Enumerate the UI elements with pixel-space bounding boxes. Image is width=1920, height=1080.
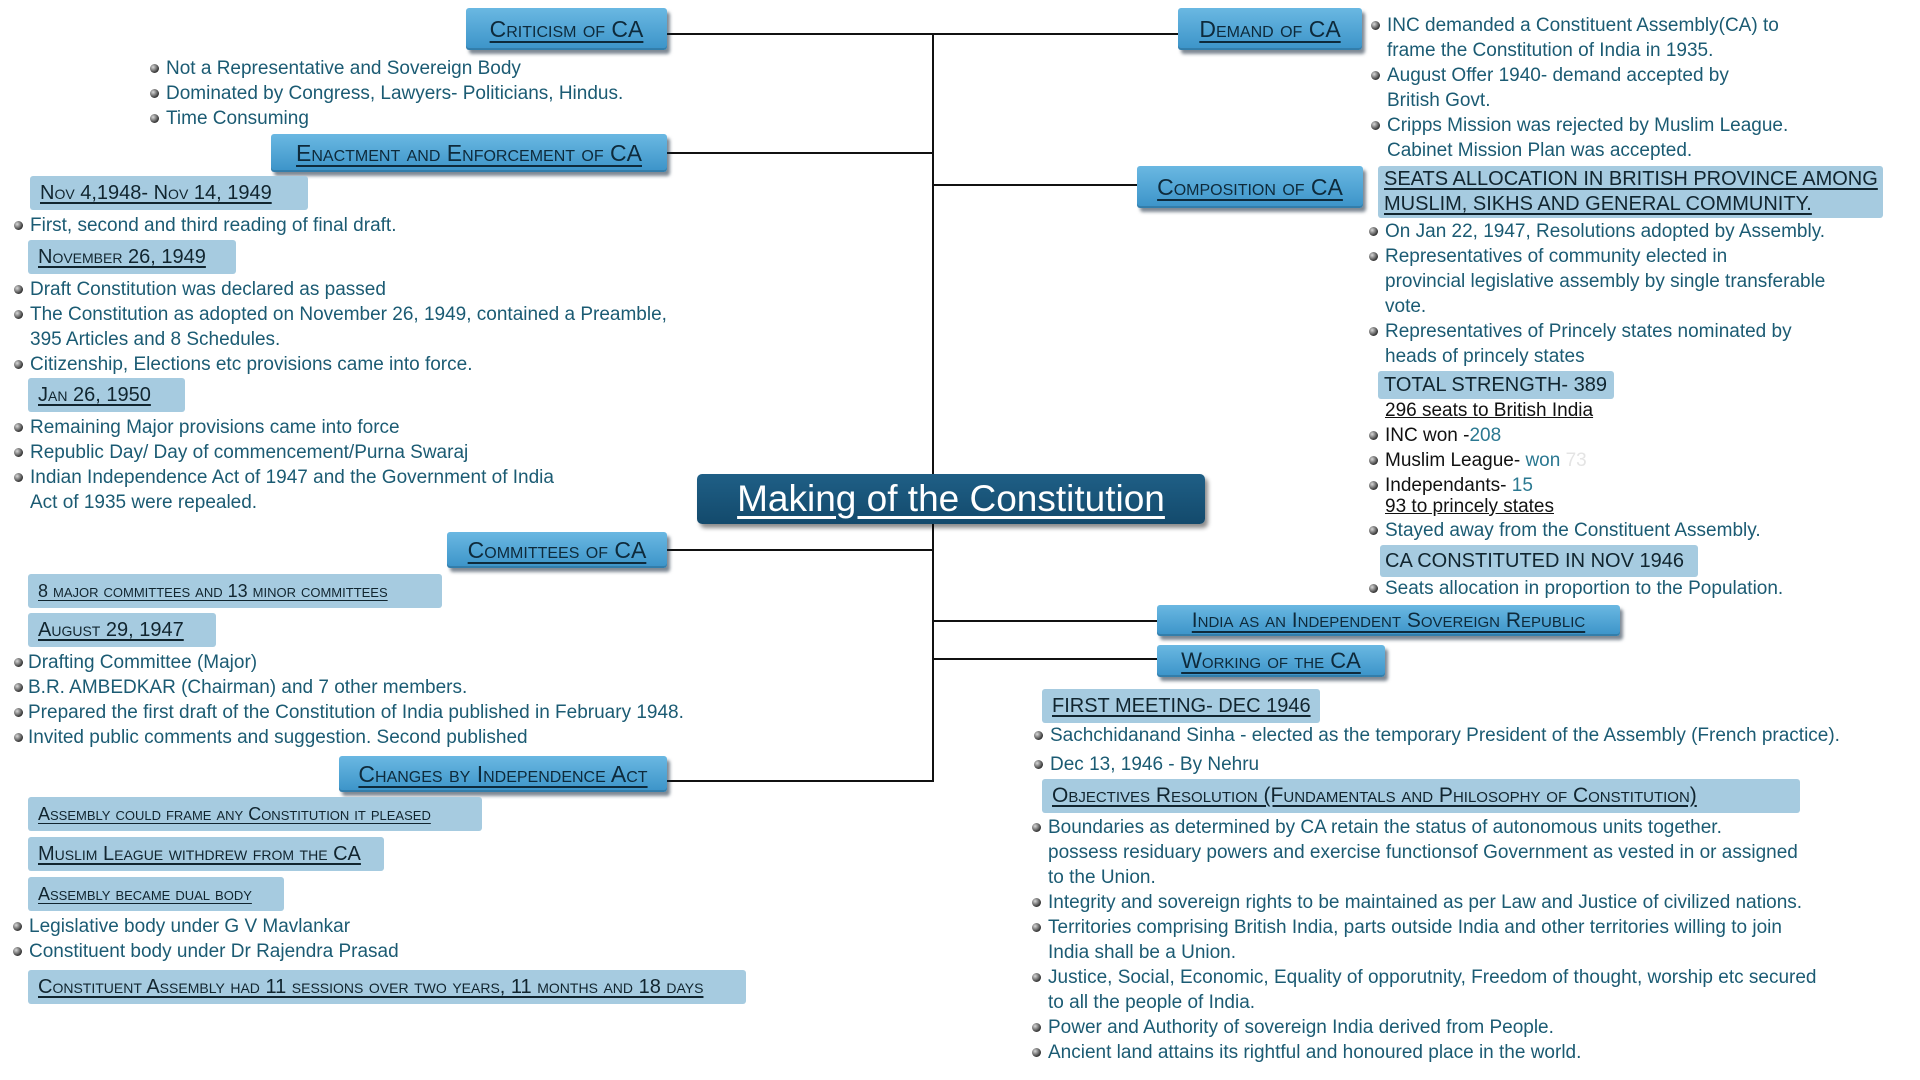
- connector-india-republic: [932, 620, 1157, 622]
- branch-criticism[interactable]: Criticism of CA: [466, 8, 667, 50]
- criticism-bullet: Time Consuming: [166, 106, 309, 131]
- bullet-icon: [1034, 731, 1043, 740]
- connector-changes: [667, 780, 934, 782]
- bullet-icon: [14, 448, 23, 457]
- british-india-seats: 296 seats to British India: [1385, 400, 1594, 421]
- ca-constituted-badge: CA CONSTITUTED IN NOV 1946: [1380, 545, 1698, 577]
- enactment-bullet: The Constitution as adopted on November 26, 1949, contained a Preamble,: [30, 302, 667, 327]
- bullet-icon: [14, 733, 23, 742]
- objectives-resolution-heading: Objectives Resolution (Fundamentals and Philosophy of Constitution): [1042, 779, 1800, 813]
- demand-bullet: Cripps Mission was rejected by Muslim League.: [1387, 113, 1788, 138]
- objective-bullet: Justice, Social, Economic, Equality of opporutnity, Freedom of thought, worship etc secured: [1048, 965, 1816, 990]
- changes-bullet: Constituent body under Dr Rajendra Prasad: [29, 939, 399, 964]
- demand-bullet-cont: Cabinet Mission Plan was accepted.: [1387, 140, 1693, 161]
- connector-working: [932, 658, 1157, 660]
- bullet-icon: [14, 473, 23, 482]
- branch-changes[interactable]: Changes by Independence Act: [339, 756, 667, 792]
- enactment-bullet: First, second and third reading of final draft.: [30, 213, 396, 238]
- objective-bullet: Territories comprising British India, parts outside India and other territories willing to join: [1048, 915, 1782, 940]
- composition-bullet: On Jan 22, 1947, Resolutions adopted by Assembly.: [1385, 219, 1825, 244]
- bullet-icon: [14, 310, 23, 319]
- composition-heading-line: MUSLIM, SIKHS AND GENERAL COMMUNITY.: [1384, 193, 1812, 215]
- bullet-icon: [1369, 431, 1378, 440]
- branch-composition[interactable]: Composition of CA: [1137, 166, 1363, 208]
- enactment-bullet-cont: 395 Articles and 8 Schedules.: [30, 329, 281, 350]
- bullet-icon: [14, 708, 23, 717]
- enactment-bullet: Republic Day/ Day of commencement/Purna Swaraj: [30, 440, 468, 465]
- composition-bullet: Representatives of Princely states nominated by: [1385, 319, 1792, 344]
- bullet-icon: [13, 922, 22, 931]
- changes-bullet: Legislative body under G V Mavlankar: [29, 914, 350, 939]
- total-strength-badge: TOTAL STRENGTH- 389: [1378, 371, 1614, 399]
- criticism-bullet: Not a Representative and Sovereign Body: [166, 56, 521, 81]
- objective-bullet: Boundaries as determined by CA retain the status of autonomous units together.: [1048, 815, 1722, 840]
- bullet-icon: [1032, 898, 1041, 907]
- demand-bullet: INC demanded a Constituent Assembly(CA) to: [1387, 13, 1779, 38]
- branch-demand[interactable]: Demand of CA: [1178, 8, 1362, 50]
- composition-bullet: Representatives of community elected in: [1385, 244, 1727, 269]
- composition-seats-heading: [1378, 166, 1883, 218]
- inc-won: INC won -208: [1385, 423, 1501, 448]
- connector-criticism: [667, 33, 934, 35]
- princely-states-seats: 93 to princely states: [1385, 496, 1554, 517]
- demand-bullet: August Offer 1940- demand accepted by: [1387, 63, 1729, 88]
- working-bullet: Sachchidanand Sinha - elected as the temporary President of the Assembly (French practice).: [1050, 723, 1840, 748]
- independants-won: Independants- 15: [1385, 473, 1533, 498]
- bullet-icon: [1369, 526, 1378, 535]
- bullet-icon: [1369, 481, 1378, 490]
- bullet-icon: [1034, 760, 1043, 769]
- composition-bullet-cont: vote.: [1385, 296, 1427, 317]
- enactment-date-heading: November 26, 1949: [28, 240, 236, 274]
- enactment-bullet: Remaining Major provisions came into force: [30, 415, 400, 440]
- objective-bullet: Integrity and sovereign rights to be maintained as per Law and Justice of civilized nations.: [1048, 890, 1802, 915]
- connector-demand: [932, 33, 1178, 35]
- bullet-icon: [14, 360, 23, 369]
- enactment-bullet: Draft Constitution was declared as passed: [30, 277, 386, 302]
- bullet-icon: [150, 89, 159, 98]
- composition-bullet: Seats allocation in proportion to the Population.: [1385, 576, 1783, 601]
- bullet-icon: [1032, 1023, 1041, 1032]
- first-meeting-heading: FIRST MEETING- DEC 1946: [1042, 689, 1320, 723]
- branch-working[interactable]: Working of the CA: [1157, 645, 1385, 677]
- committees-bullet: Drafting Committee (Major): [28, 650, 257, 675]
- demand-bullet-cont: British Govt.: [1387, 90, 1491, 111]
- bullet-icon: [14, 221, 23, 230]
- objective-bullet-cont: possess residuary powers and exercise functionsof Government as vested in or assigned: [1048, 842, 1798, 863]
- committees-bullet: Invited public comments and suggestion. Second published: [28, 725, 528, 750]
- bullet-icon: [14, 423, 23, 432]
- changes-heading: Muslim League withdrew from the CA: [28, 837, 384, 871]
- bullet-icon: [1032, 923, 1041, 932]
- connector-enactment: [667, 152, 934, 154]
- bullet-icon: [1371, 21, 1380, 30]
- bullet-icon: [1032, 973, 1041, 982]
- objective-bullet-cont: to all the people of India.: [1048, 992, 1256, 1013]
- committees-date-heading: August 29, 1947: [28, 613, 216, 647]
- changes-heading: Assembly became dual body: [28, 877, 284, 911]
- bullet-icon: [14, 658, 23, 667]
- composition-heading-line: SEATS ALLOCATION IN BRITISH PROVINCE AMONG: [1384, 168, 1878, 190]
- connector-committees: [667, 549, 934, 551]
- enactment-date-heading: Jan 26, 1950: [28, 378, 185, 412]
- working-bullet: Dec 13, 1946 - By Nehru: [1050, 752, 1259, 777]
- committees-heading: 8 major committees and 13 minor committees: [28, 574, 442, 608]
- objective-bullet-cont: to the Union.: [1048, 867, 1156, 888]
- bullet-icon: [1369, 227, 1378, 236]
- connector-composition: [932, 184, 1137, 186]
- enactment-bullet: Citizenship, Elections etc provisions came into force.: [30, 352, 472, 377]
- bullet-icon: [150, 64, 159, 73]
- bullet-icon: [1369, 456, 1378, 465]
- branch-india-republic[interactable]: India as an Independent Sovereign Republic: [1157, 605, 1620, 636]
- central-topic[interactable]: Making of the Constitution: [697, 474, 1205, 524]
- bullet-icon: [1032, 1048, 1041, 1057]
- bullet-icon: [1032, 823, 1041, 832]
- objective-bullet: Power and Authority of sovereign India derived from People.: [1048, 1015, 1554, 1040]
- committees-bullet: Prepared the first draft of the Constitution of India published in February 1948.: [28, 700, 684, 725]
- bullet-icon: [1371, 71, 1380, 80]
- objective-bullet-cont: India shall be a Union.: [1048, 942, 1237, 963]
- criticism-bullet: Dominated by Congress, Lawyers- Politicians, Hindus.: [166, 81, 623, 106]
- committees-bullet: B.R. AMBEDKAR (Chairman) and 7 other members.: [28, 675, 467, 700]
- changes-heading: Constituent Assembly had 11 sessions over two years, 11 months and 18 days: [28, 970, 746, 1004]
- changes-heading: Assembly could frame any Constitution it pleased: [28, 797, 482, 831]
- bullet-icon: [1369, 252, 1378, 261]
- trunk-line: [932, 33, 934, 782]
- bullet-icon: [14, 683, 23, 692]
- enactment-date-heading: Nov 4,1948- Nov 14, 1949: [30, 176, 308, 210]
- enactment-bullet-cont: Act of 1935 were repealed.: [30, 492, 258, 513]
- composition-bullet-cont: heads of princely states: [1385, 346, 1585, 367]
- bullet-icon: [1369, 327, 1378, 336]
- muslim-league-won: Muslim League- won 73: [1385, 448, 1587, 473]
- composition-bullet: Stayed away from the Constituent Assembly.: [1385, 518, 1761, 543]
- composition-bullet-cont: provincial legislative assembly by single transferable: [1385, 271, 1826, 292]
- bullet-icon: [13, 947, 22, 956]
- bullet-icon: [14, 285, 23, 294]
- demand-bullet-cont: frame the Constitution of India in 1935.: [1387, 40, 1714, 61]
- objective-bullet: Ancient land attains its rightful and honoured place in the world.: [1048, 1040, 1581, 1065]
- bullet-icon: [1369, 584, 1378, 593]
- enactment-bullet: Indian Independence Act of 1947 and the Government of India: [30, 465, 554, 490]
- bullet-icon: [1371, 121, 1380, 130]
- bullet-icon: [150, 114, 159, 123]
- branch-committees[interactable]: Committees of CA: [447, 532, 667, 568]
- branch-enactment[interactable]: Enactment and Enforcement of CA: [271, 134, 667, 172]
